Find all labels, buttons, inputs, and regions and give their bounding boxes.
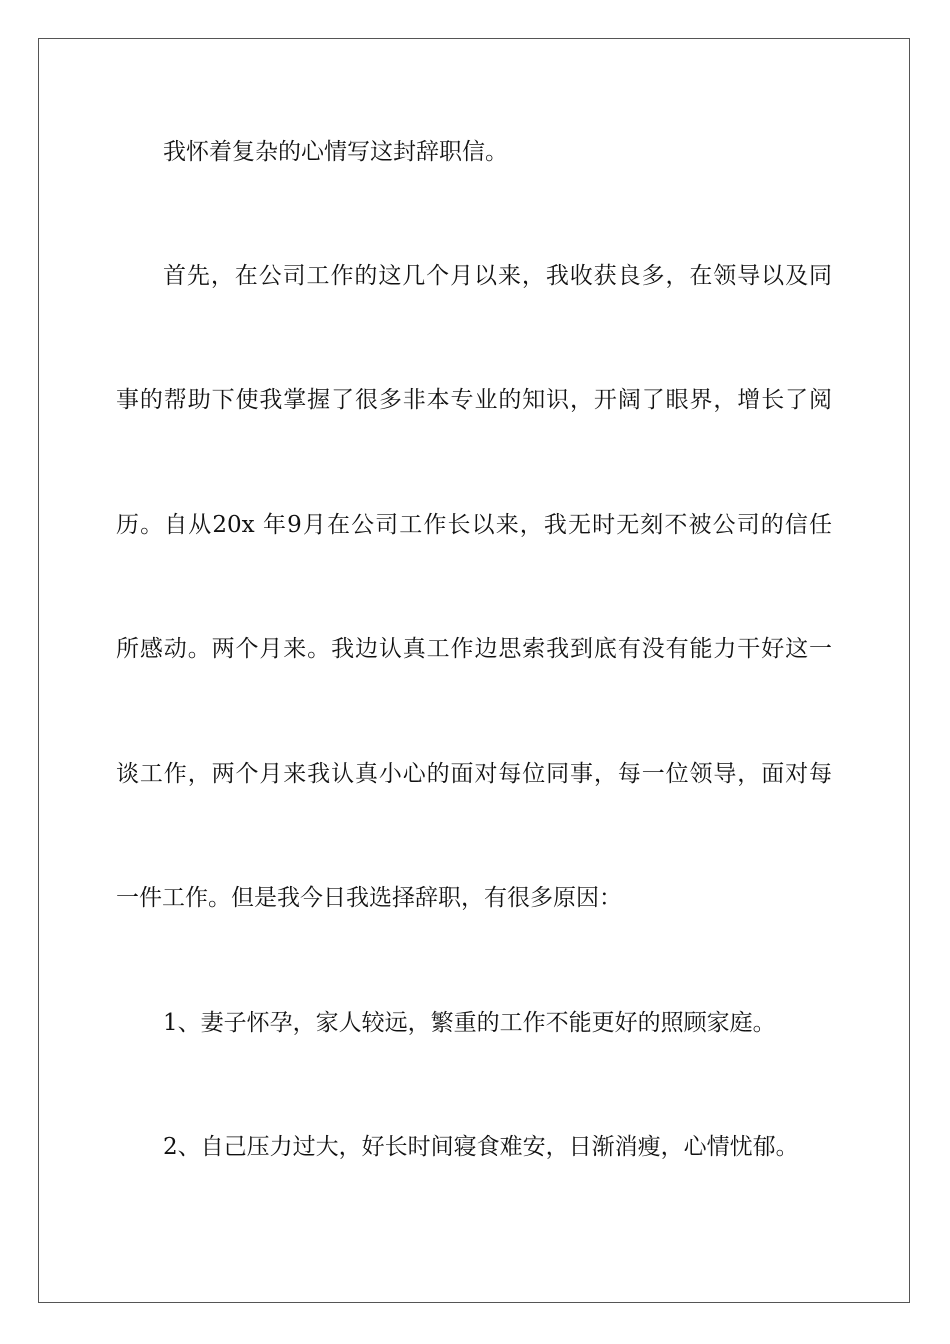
paragraph-opening-line: 我怀着复杂的心情写这封辞职信。 — [163, 139, 508, 165]
paragraph-line-3: 历。自从20x 年9月在公司工作长以来，我无时无刻不被公司的信任 — [116, 512, 832, 538]
paragraph-line-1: 首先，在公司工作的这几个月以来，我收获良多，在领导以及同 — [163, 263, 832, 289]
page-border — [38, 38, 910, 1303]
reason-item-1: 1、妻子怀孕，家人较远，繁重的工作不能更好的照顾家庭。 — [163, 1010, 776, 1036]
paragraph-line-4: 所感动。两个月来。我边认真工作边思索我到底有没有能力干好这一 — [116, 636, 832, 662]
reason-item-2: 2、自己压力过大，好长时间寝食难安，日渐消瘦，心情忧郁。 — [163, 1134, 799, 1160]
paragraph-line-6: 一件工作。但是我今日我选择辞职，有很多原因： — [116, 885, 622, 911]
paragraph-line-5: 谈工作，两个月来我认真小心的面对每位同事，每一位领导，面对每 — [116, 761, 832, 787]
paragraph-line-2: 事的帮助下使我掌握了很多非本专业的知识，开阔了眼界，增长了阅 — [116, 387, 832, 413]
